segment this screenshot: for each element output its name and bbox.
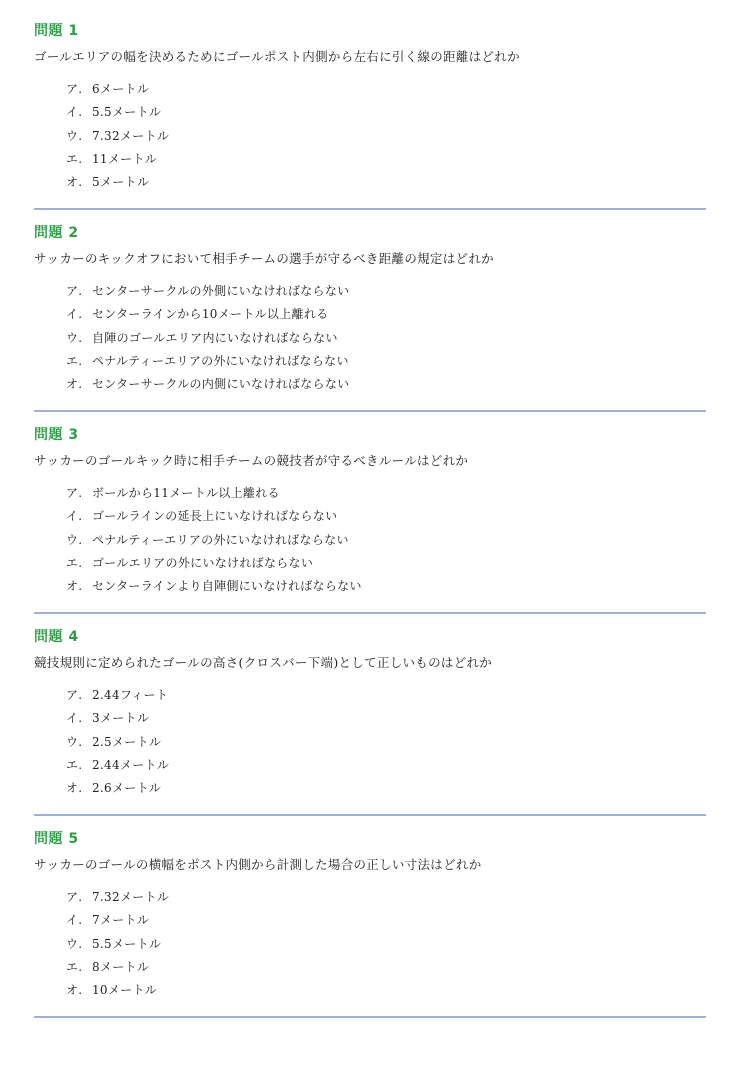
- choice-mark: オ.: [66, 377, 83, 392]
- choice-item: [66, 125, 169, 148]
- choice-item: [66, 933, 169, 956]
- choice-mark: エ.: [66, 959, 83, 974]
- quiz: [34, 14, 706, 1024]
- choice-text: 5メートル: [92, 175, 150, 190]
- choice-item: [66, 552, 362, 575]
- choice-item: [66, 171, 169, 194]
- choice-mark: エ.: [66, 151, 83, 166]
- choice-item: [66, 777, 169, 800]
- choice-text: ボールから11メートル以上離れる: [92, 486, 280, 500]
- choice-item: [66, 101, 169, 124]
- choice-mark: イ.: [66, 711, 83, 726]
- section-divider: [34, 208, 706, 210]
- choice-mark: ア.: [66, 688, 83, 702]
- choice-item: [66, 731, 169, 754]
- choice-text: 2.6メートル: [92, 781, 162, 796]
- choice-mark: イ.: [66, 913, 83, 928]
- choice-mark: ウ.: [66, 532, 83, 547]
- choice-item: [66, 482, 362, 505]
- choice-list: [66, 886, 169, 1002]
- section-divider: [34, 814, 706, 816]
- question-2: [34, 216, 706, 418]
- choice-item: [66, 956, 169, 979]
- choice-item: [66, 280, 349, 303]
- choice-text: ゴールエリアの外にいなければならない: [92, 555, 314, 570]
- question-title: 問題 3: [34, 427, 79, 443]
- choice-list: [66, 78, 169, 194]
- choice-text: センターラインより自陣側にいなければならない: [92, 579, 362, 594]
- choice-mark: オ.: [66, 781, 83, 796]
- question-text: サッカーのゴールキック時に相手チームの競技者が守るべきルールはどれか: [34, 453, 469, 468]
- choice-list: [66, 684, 169, 800]
- choice-item: [66, 148, 169, 171]
- choice-item: [66, 886, 169, 909]
- choice-text: 8メートル: [92, 959, 150, 974]
- choice-mark: ア.: [66, 82, 83, 96]
- choice-text: 6メートル: [92, 82, 150, 96]
- choice-mark: エ.: [66, 757, 83, 772]
- question-5: [34, 822, 706, 1024]
- choice-text: センターラインから10メートル以上離れる: [92, 307, 329, 322]
- choice-item: [66, 350, 349, 373]
- question-3: [34, 418, 706, 620]
- choice-mark: イ.: [66, 105, 83, 120]
- choice-item: [66, 979, 169, 1002]
- question-4: [34, 620, 706, 822]
- choice-mark: オ.: [66, 579, 83, 594]
- choice-text: 7.32メートル: [92, 890, 170, 904]
- question-title: 問題 1: [34, 23, 79, 39]
- choice-item: [66, 529, 362, 552]
- choice-text: 5.5メートル: [92, 936, 162, 951]
- question-text: ゴールエリアの幅を決めるためにゴールポスト内側から左右に引く線の距離はどれか: [34, 49, 520, 64]
- choice-text: ペナルティーエリアの外にいなければならない: [92, 532, 349, 547]
- choice-item: [66, 78, 169, 101]
- question-text: サッカーのキックオフにおいて相手チームの選手が守るべき距離の規定はどれか: [34, 251, 494, 266]
- choice-mark: ウ.: [66, 330, 83, 345]
- choice-item: [66, 303, 349, 326]
- choice-mark: ウ.: [66, 128, 83, 143]
- choice-text: 10メートル: [92, 983, 158, 998]
- choice-mark: ア.: [66, 486, 83, 500]
- question-text: サッカーのゴールの横幅をポスト内側から計測した場合の正しい寸法はどれか: [34, 857, 482, 872]
- choice-item: [66, 327, 349, 350]
- choice-text: 2.5メートル: [92, 734, 162, 749]
- choice-mark: オ.: [66, 175, 83, 190]
- choice-text: 5.5メートル: [92, 105, 162, 120]
- choice-text: センターサークルの内側にいなければならない: [92, 377, 350, 392]
- question-title: 問題 2: [34, 225, 79, 241]
- choice-mark: イ.: [66, 509, 83, 524]
- choice-item: [66, 373, 349, 396]
- section-divider: [34, 612, 706, 614]
- choice-mark: ア.: [66, 890, 83, 904]
- choice-text: 7.32メートル: [92, 128, 170, 143]
- choice-text: 自陣のゴールエリア内にいなければならない: [92, 330, 338, 345]
- choice-mark: オ.: [66, 983, 83, 998]
- choice-list: [66, 482, 362, 598]
- choice-text: 11メートル: [92, 151, 158, 166]
- choice-item: [66, 909, 169, 932]
- choice-item: [66, 684, 169, 707]
- choice-text: センターサークルの外側にいなければならない: [92, 284, 350, 298]
- question-1: [34, 14, 706, 216]
- choice-item: [66, 707, 169, 730]
- question-title: 問題 5: [34, 831, 79, 847]
- question-title: 問題 4: [34, 629, 79, 645]
- choice-mark: イ.: [66, 307, 83, 322]
- choice-mark: ウ.: [66, 936, 83, 951]
- choice-item: [66, 575, 362, 598]
- choice-list: [66, 280, 349, 396]
- choice-item: [66, 754, 169, 777]
- choice-mark: ウ.: [66, 734, 83, 749]
- section-divider: [34, 1016, 706, 1018]
- choice-mark: エ.: [66, 555, 83, 570]
- choice-item: [66, 505, 362, 528]
- choice-text: ゴールラインの延長上にいなければならない: [92, 509, 338, 524]
- question-text: 競技規則に定められたゴールの高さ(クロスバー下端)として正しいものはどれか: [34, 655, 493, 670]
- choice-text: 3メートル: [92, 711, 150, 726]
- choice-mark: ア.: [66, 284, 83, 298]
- choice-text: 2.44フィート: [92, 688, 169, 702]
- choice-text: ペナルティーエリアの外にいなければならない: [92, 353, 349, 368]
- choice-mark: エ.: [66, 353, 83, 368]
- choice-text: 7メートル: [92, 913, 150, 928]
- section-divider: [34, 410, 706, 412]
- choice-text: 2.44メートル: [92, 757, 170, 772]
